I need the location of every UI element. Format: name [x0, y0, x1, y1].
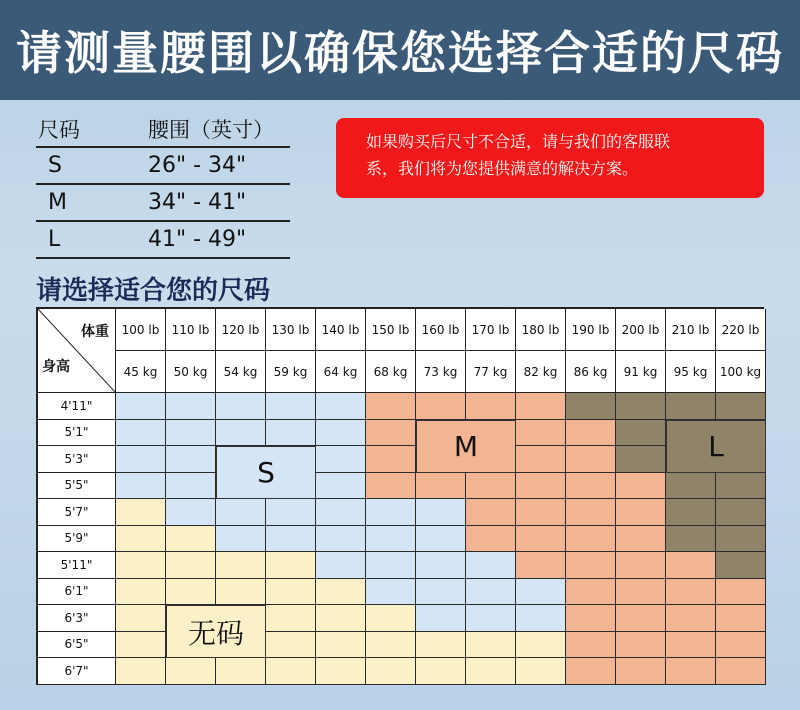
size-cell — [266, 420, 316, 447]
size-cell — [566, 579, 616, 606]
size-cell — [316, 526, 366, 553]
size-cell — [466, 393, 516, 420]
size-cell — [316, 393, 366, 420]
size-cell — [716, 552, 766, 579]
weight-lb-header: 210 lb — [666, 309, 716, 351]
weight-kg-header: 86 kg — [566, 351, 616, 393]
size-cell — [516, 552, 566, 579]
size-cell — [166, 579, 216, 606]
size-cell — [316, 579, 366, 606]
size-cell — [266, 393, 316, 420]
size-cell — [266, 632, 316, 659]
size-cell — [166, 499, 216, 526]
size-cell — [366, 632, 416, 659]
size-cell — [166, 552, 216, 579]
size-cell — [416, 658, 466, 685]
size-cell — [666, 499, 716, 526]
weight-axis-label: 体重 — [81, 324, 109, 340]
size-cell — [566, 473, 616, 500]
size-cell — [366, 579, 416, 606]
size-cell — [666, 473, 716, 500]
size-row — [36, 148, 290, 185]
size-cell — [366, 499, 416, 526]
size-cell — [666, 632, 716, 659]
size-cell — [466, 552, 516, 579]
size-cell — [116, 446, 166, 473]
size-cell — [716, 605, 766, 632]
notice-line-2: 系，我们将为您提供满意的解决方案。 — [366, 159, 639, 178]
size-cell — [616, 420, 666, 447]
size-cell — [516, 632, 566, 659]
size-cell — [666, 579, 716, 606]
waist-column-header: 腰围（英寸） — [148, 118, 274, 142]
size-cell — [166, 473, 216, 500]
size-cell — [216, 526, 266, 553]
size-cell — [216, 499, 266, 526]
size-cell — [366, 552, 416, 579]
size-cell — [116, 605, 166, 632]
size-cell — [416, 579, 466, 606]
size-cell — [266, 552, 316, 579]
page-header — [0, 0, 800, 100]
size-cell — [216, 420, 266, 447]
size-cell — [566, 632, 616, 659]
weight-lb-header: 190 lb — [566, 309, 616, 351]
size-row — [36, 222, 290, 259]
size-cell — [366, 473, 416, 500]
size-cell — [616, 632, 666, 659]
size-cell — [516, 393, 566, 420]
waist-range: 34" - 41" — [148, 190, 247, 215]
size-cell — [516, 526, 566, 553]
size-cell — [616, 393, 666, 420]
size-zone-l: L — [666, 420, 766, 473]
height-row-header: 5'5" — [38, 473, 116, 500]
weight-lb-header: 160 lb — [416, 309, 466, 351]
size-cell — [416, 526, 466, 553]
size-cell — [716, 499, 766, 526]
size-cell — [416, 632, 466, 659]
size-cell — [516, 420, 566, 447]
size-cell — [716, 393, 766, 420]
size-cell — [466, 579, 516, 606]
size-value: M — [48, 190, 67, 215]
size-cell — [416, 473, 466, 500]
size-cell — [266, 499, 316, 526]
size-table — [36, 112, 290, 259]
size-cell — [566, 393, 616, 420]
size-cell — [316, 605, 366, 632]
size-cell — [116, 420, 166, 447]
size-cell — [266, 605, 316, 632]
height-row-header: 6'1" — [38, 579, 116, 606]
size-cell — [566, 420, 616, 447]
size-cell — [616, 658, 666, 685]
height-row-header: 5'3" — [38, 446, 116, 473]
weight-lb-header: 180 lb — [516, 309, 566, 351]
height-row-header: 6'3" — [38, 605, 116, 632]
notice-line-1: 如果购买后尺寸不合适，请与我们的客服联 — [366, 132, 671, 151]
weight-lb-header: 170 lb — [466, 309, 516, 351]
size-cell — [116, 579, 166, 606]
size-cell — [116, 658, 166, 685]
size-cell — [516, 658, 566, 685]
size-chart-grid — [36, 307, 764, 685]
grid-corner — [38, 309, 116, 393]
weight-kg-header: 95 kg — [666, 351, 716, 393]
waist-range: 26" - 34" — [148, 153, 247, 178]
size-column-header: 尺码 — [38, 118, 80, 142]
weight-lb-header: 100 lb — [116, 309, 166, 351]
size-cell — [316, 420, 366, 447]
weight-lb-header: 150 lb — [366, 309, 416, 351]
size-cell — [666, 605, 716, 632]
weight-lb-header: 110 lb — [166, 309, 216, 351]
size-cell — [166, 446, 216, 473]
size-zone-m: M — [416, 420, 516, 473]
page-title: 请测量腰围以确保您选择合适的尺码 — [16, 26, 784, 80]
size-cell — [616, 579, 666, 606]
size-cell — [516, 473, 566, 500]
size-cell — [716, 473, 766, 500]
height-row-header: 5'7" — [38, 499, 116, 526]
size-cell — [266, 579, 316, 606]
size-cell — [366, 658, 416, 685]
size-cell — [516, 579, 566, 606]
size-cell — [366, 526, 416, 553]
size-cell — [566, 446, 616, 473]
size-cell — [466, 526, 516, 553]
height-row-header: 6'5" — [38, 632, 116, 659]
size-cell — [266, 658, 316, 685]
size-cell — [366, 393, 416, 420]
size-cell — [666, 526, 716, 553]
size-cell — [716, 526, 766, 553]
weight-kg-header: 45 kg — [116, 351, 166, 393]
weight-kg-header: 82 kg — [516, 351, 566, 393]
size-value: S — [48, 153, 62, 178]
size-cell — [116, 393, 166, 420]
weight-lb-header: 200 lb — [616, 309, 666, 351]
height-row-header: 4'11" — [38, 393, 116, 420]
size-zone-s: S — [216, 446, 316, 499]
size-cell — [466, 499, 516, 526]
size-cell — [466, 632, 516, 659]
size-cell — [566, 552, 616, 579]
weight-kg-header: 64 kg — [316, 351, 366, 393]
size-cell — [616, 605, 666, 632]
waist-range: 41" - 49" — [148, 227, 247, 252]
size-cell — [616, 526, 666, 553]
size-cell — [166, 658, 216, 685]
size-row — [36, 185, 290, 222]
size-cell — [216, 579, 266, 606]
size-cell — [666, 393, 716, 420]
service-notice — [336, 118, 764, 198]
size-cell — [116, 632, 166, 659]
size-cell — [616, 446, 666, 473]
size-cell — [216, 658, 266, 685]
size-table-header — [36, 112, 290, 148]
size-cell — [416, 499, 466, 526]
size-cell — [116, 473, 166, 500]
weight-kg-header: 50 kg — [166, 351, 216, 393]
size-zone-none: 无码 — [166, 605, 266, 658]
size-cell — [266, 526, 316, 553]
size-cell — [216, 552, 266, 579]
size-cell — [116, 499, 166, 526]
size-cell — [166, 526, 216, 553]
size-cell — [466, 605, 516, 632]
weight-kg-header: 68 kg — [366, 351, 416, 393]
weight-kg-header: 77 kg — [466, 351, 516, 393]
size-cell — [616, 552, 666, 579]
size-cell — [316, 632, 366, 659]
size-cell — [716, 632, 766, 659]
size-cell — [566, 526, 616, 553]
size-cell — [366, 420, 416, 447]
size-cell — [366, 446, 416, 473]
size-cell — [666, 552, 716, 579]
size-cell — [316, 499, 366, 526]
size-cell — [566, 658, 616, 685]
size-cell — [566, 499, 616, 526]
size-cell — [516, 446, 566, 473]
size-cell — [666, 658, 716, 685]
weight-lb-header: 140 lb — [316, 309, 366, 351]
size-cell — [316, 446, 366, 473]
size-value: L — [48, 227, 61, 252]
size-cell — [416, 605, 466, 632]
size-cell — [416, 393, 466, 420]
size-cell — [516, 605, 566, 632]
size-cell — [166, 393, 216, 420]
size-cell — [516, 499, 566, 526]
size-cell — [466, 473, 516, 500]
corner-diagonal — [38, 309, 116, 393]
weight-kg-header: 54 kg — [216, 351, 266, 393]
size-cell — [366, 605, 416, 632]
height-row-header: 5'1" — [38, 420, 116, 447]
size-cell — [316, 473, 366, 500]
height-axis-label: 身高 — [42, 359, 70, 375]
size-cell — [166, 420, 216, 447]
size-cell — [116, 552, 166, 579]
height-row-header: 5'9" — [38, 526, 116, 553]
size-cell — [466, 658, 516, 685]
weight-kg-header: 91 kg — [616, 351, 666, 393]
size-cell — [716, 579, 766, 606]
select-size-title: 请选择适合您的尺码 — [36, 276, 271, 306]
size-cell — [416, 552, 466, 579]
weight-lb-header: 130 lb — [266, 309, 316, 351]
weight-kg-header: 73 kg — [416, 351, 466, 393]
size-cell — [116, 526, 166, 553]
height-row-header: 6'7" — [38, 658, 116, 685]
weight-lb-header: 220 lb — [716, 309, 766, 351]
weight-lb-header: 120 lb — [216, 309, 266, 351]
weight-kg-header: 100 kg — [716, 351, 766, 393]
size-cell — [616, 473, 666, 500]
size-cell — [316, 552, 366, 579]
size-cell — [316, 658, 366, 685]
size-cell — [566, 605, 616, 632]
height-row-header: 5'11" — [38, 552, 116, 579]
weight-kg-header: 59 kg — [266, 351, 316, 393]
size-cell — [716, 658, 766, 685]
size-cell — [216, 393, 266, 420]
size-cell — [616, 499, 666, 526]
